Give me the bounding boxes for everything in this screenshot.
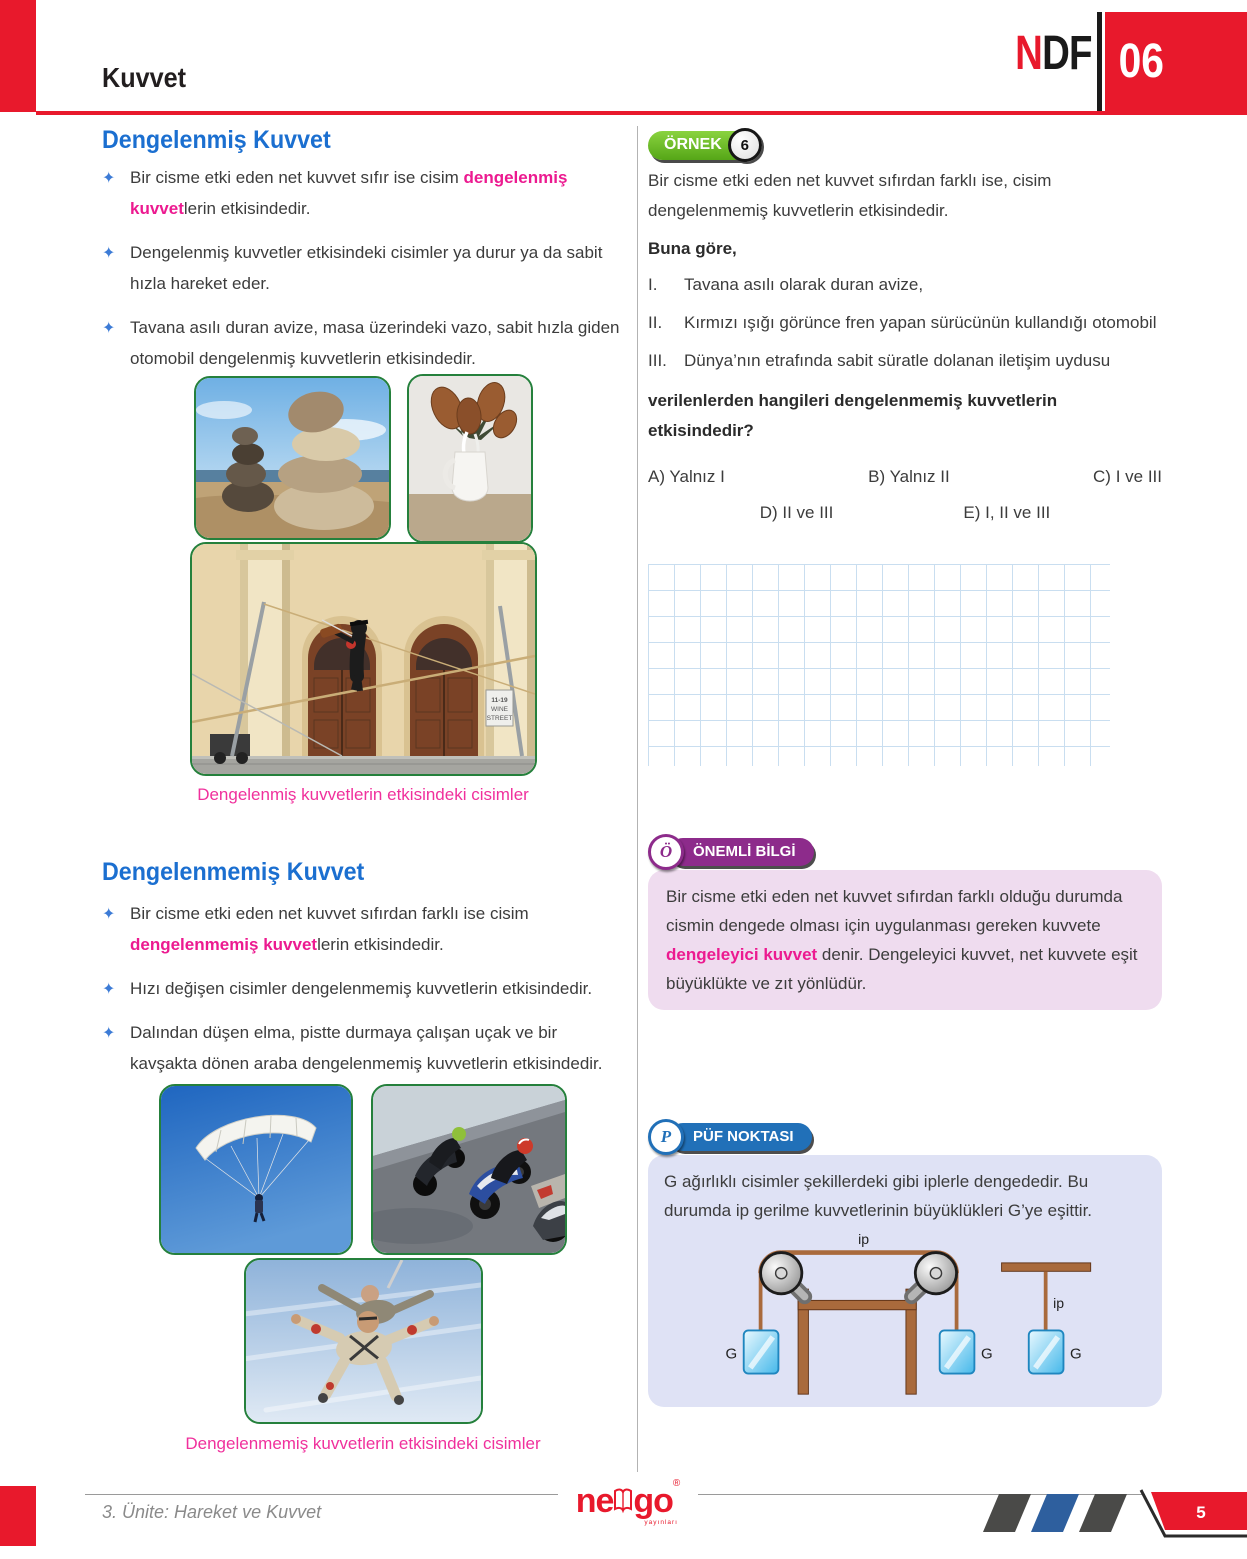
tip-text: G ağırlıklı cisimler şekillerdeki gibi iplerle dengededir. Bu durumda ip gerilme kuvvetlerinin büyüklükleri G’ye eşittir.: [664, 1172, 1093, 1220]
example-badge-label: ÖRNEK: [648, 131, 754, 160]
option-b: B) Yalnız II: [868, 467, 950, 486]
bullet-text-post: lerin etkisindedir.: [317, 935, 444, 954]
options-row-1: [648, 462, 1162, 492]
roman-item: [648, 270, 1162, 300]
tandem-skydivers-illustration: [246, 1260, 481, 1422]
stacked-stones-illustration: [196, 378, 389, 538]
important-info-icon: Ö: [648, 834, 684, 870]
option-a: A) Yalnız I: [648, 467, 725, 486]
important-text-post: denir. Dengeleyici kuvvet, net kuvvete eşit büyüklükte ve zıt yönlüdür.: [666, 945, 1138, 993]
weight-label-middle: G: [980, 1345, 993, 1363]
motorcycle-race-illustration: [373, 1086, 565, 1253]
roman-numeral: I.: [648, 275, 658, 294]
left-red-strip: [0, 0, 36, 112]
options-row-2: [648, 498, 1162, 528]
bullet-text: Dengelenmiş kuvvetler etkisindeki cisimler ya durur ya da sabit hızla hareket eder.: [130, 243, 603, 293]
roman-item-text: Tavana asılı olarak duran avize,: [684, 275, 924, 294]
bullet-text-post: lerin etkisindedir.: [183, 199, 311, 218]
bullet-text-pre: Bir cisme etki eden net kuvvet sıfırdan farklı ise cisim: [130, 904, 529, 923]
example-badge: [648, 128, 762, 162]
example-body: [648, 166, 1162, 528]
unit-code: 06: [1118, 35, 1164, 88]
roman-item-text: Kırmızı ışığı görünce fren yapan sürücünün kullandığı otomobil: [684, 313, 1157, 332]
bullet-text-pre: Bir cisme etki eden net kuvvet sıfır ise cisim: [130, 168, 464, 187]
logo-subtext: yayınları: [644, 1519, 678, 1526]
roman-numeral: III.: [648, 351, 667, 370]
sparkle-bullet-icon: ✦: [102, 318, 116, 337]
sparkle-bullet-icon: ✦: [102, 979, 116, 998]
header-rule: [36, 111, 1247, 115]
important-info-box: [648, 870, 1162, 1010]
tip-badge: [648, 1119, 812, 1155]
roman-item-text: Dünya’nın etrafında sabit süratle dolanan iletişim uydusu: [684, 351, 1111, 370]
brand-letter-n: N: [1015, 27, 1043, 80]
sparkle-bullet-icon: ✦: [102, 1023, 116, 1042]
tip-label: PÜF NOKTASI: [669, 1123, 812, 1151]
rope-label-right: ip: [1053, 1294, 1065, 1311]
rope-label-top: ip: [858, 1231, 870, 1248]
sparkle-bullet-icon: ✦: [102, 904, 116, 923]
street-sign-line3: STREET: [486, 715, 513, 722]
bullet-text: Tavana asılı duran avize, masa üzerindeki vazo, sabit hızla giden otomobil dengelenmiş kuvvetlerin etkisindedir.: [130, 318, 620, 368]
street-sign-number: 11-19: [491, 697, 508, 704]
page-number: 5: [1196, 1503, 1206, 1522]
list-item: [102, 312, 624, 374]
bullet-text: Hızı değişen cisimler dengelenmemiş kuvvetlerin etkisindedir.: [130, 979, 593, 998]
example-intro: Bir cisme etki eden net kuvvet sıfırdan farklı ise, cisim dengelenmemiş kuvvetlerin etkisindedir.: [648, 171, 1052, 220]
registered-mark: ®: [672, 1478, 681, 1489]
bullet-text: [130, 162, 624, 224]
photo-motorcycle-race: [371, 1084, 567, 1255]
bullet-text-highlight: dengelenmiş kuvvet: [130, 168, 568, 218]
bullet-text-highlight: dengelenmemiş kuvvet: [130, 935, 318, 954]
flower-vase-illustration: [409, 376, 531, 541]
street-sign-line2: WINE: [491, 706, 508, 713]
sparkle-bullet-icon: ✦: [102, 168, 116, 187]
unit-code-box: [1105, 12, 1247, 111]
list-item: [102, 1017, 624, 1079]
tip-icon: P: [648, 1119, 684, 1155]
photo-parachute: [159, 1084, 353, 1255]
example-question: verilenlerden hangileri dengelenmemiş kuvvetlerin etkisindedir?: [648, 391, 1058, 440]
roman-item: [648, 346, 1162, 376]
list-item: [102, 237, 624, 299]
parachute-illustration: [161, 1086, 351, 1253]
balanced-caption: Dengelenmiş kuvvetlerin etkisindeki cisimler: [197, 785, 529, 804]
option-e: E) I, II ve III: [963, 503, 1051, 522]
section-heading-unbalanced: Dengelenmemiş Kuvvet: [102, 858, 365, 886]
tip-box: [648, 1155, 1162, 1407]
sparkle-bullet-icon: ✦: [102, 243, 116, 262]
balanced-photo-row: [102, 374, 624, 543]
list-item: [102, 162, 624, 224]
tightrope-violinist-illustration: [192, 544, 535, 774]
important-text-highlight: dengeleyici kuvvet: [666, 945, 818, 964]
example-number: 6: [728, 128, 762, 162]
pulley-diagram: [664, 1231, 1146, 1395]
unbalanced-photo-row: [102, 1084, 624, 1255]
weight-label-right: G: [1070, 1345, 1082, 1363]
example-lead: Buna göre,: [648, 239, 737, 258]
important-text-pre: Bir cisme etki eden net kuvvet sıfırdan farklı olduğu durumda cismin dengede olması için uygulanması gereken kuvvete: [666, 887, 1123, 935]
option-c: C) I ve III: [1093, 467, 1162, 486]
logo-text-ne: ne: [575, 1481, 614, 1520]
photo-tandem-skydivers: [244, 1258, 483, 1424]
lesson-title: Kuvvet: [102, 62, 187, 93]
brand-logo: [1015, 26, 1092, 81]
open-book-icon: [613, 1487, 633, 1515]
section-heading-balanced: Dengelenmiş Kuvvet: [102, 126, 331, 154]
footer-unit-label: 3. Ünite: Hareket ve Kuvvet: [102, 1502, 322, 1522]
roman-numeral: II.: [648, 313, 663, 332]
brand-divider-bar: [1097, 12, 1102, 115]
bullet-text: [130, 898, 624, 960]
footer-corner-red: [0, 1486, 36, 1546]
important-info-badge: [648, 834, 814, 870]
unbalanced-caption: Dengelenmemiş kuvvetlerin etkisindeki cisimler: [185, 1434, 541, 1453]
weight-label-left: G: [725, 1345, 738, 1363]
logo-text-go: go: [633, 1481, 673, 1520]
balanced-bullets: [102, 162, 624, 387]
publisher-logo: [558, 1472, 698, 1530]
option-d: D) II ve III: [759, 503, 834, 522]
important-info-label: ÖNEMLİ BİLGİ: [669, 838, 814, 866]
photo-stacked-stones: [194, 376, 391, 540]
worked-solution-grid: [648, 564, 1110, 766]
column-divider: [637, 126, 638, 1484]
list-item: [102, 973, 624, 1004]
list-item: [102, 898, 624, 960]
unbalanced-bullets: [102, 898, 624, 1092]
footer-ornament: [945, 1486, 1247, 1548]
roman-item: [648, 308, 1162, 338]
brand-letters-df: DF: [1042, 27, 1092, 80]
bullet-text: Dalından düşen elma, pistte durmaya çalışan uçak ve bir kavşakta dönen araba dengelenmemiş kuvvetlerin etkisindedir.: [130, 1023, 603, 1073]
photo-tightrope-violinist: [190, 542, 537, 776]
photo-flower-vase: [407, 374, 533, 543]
